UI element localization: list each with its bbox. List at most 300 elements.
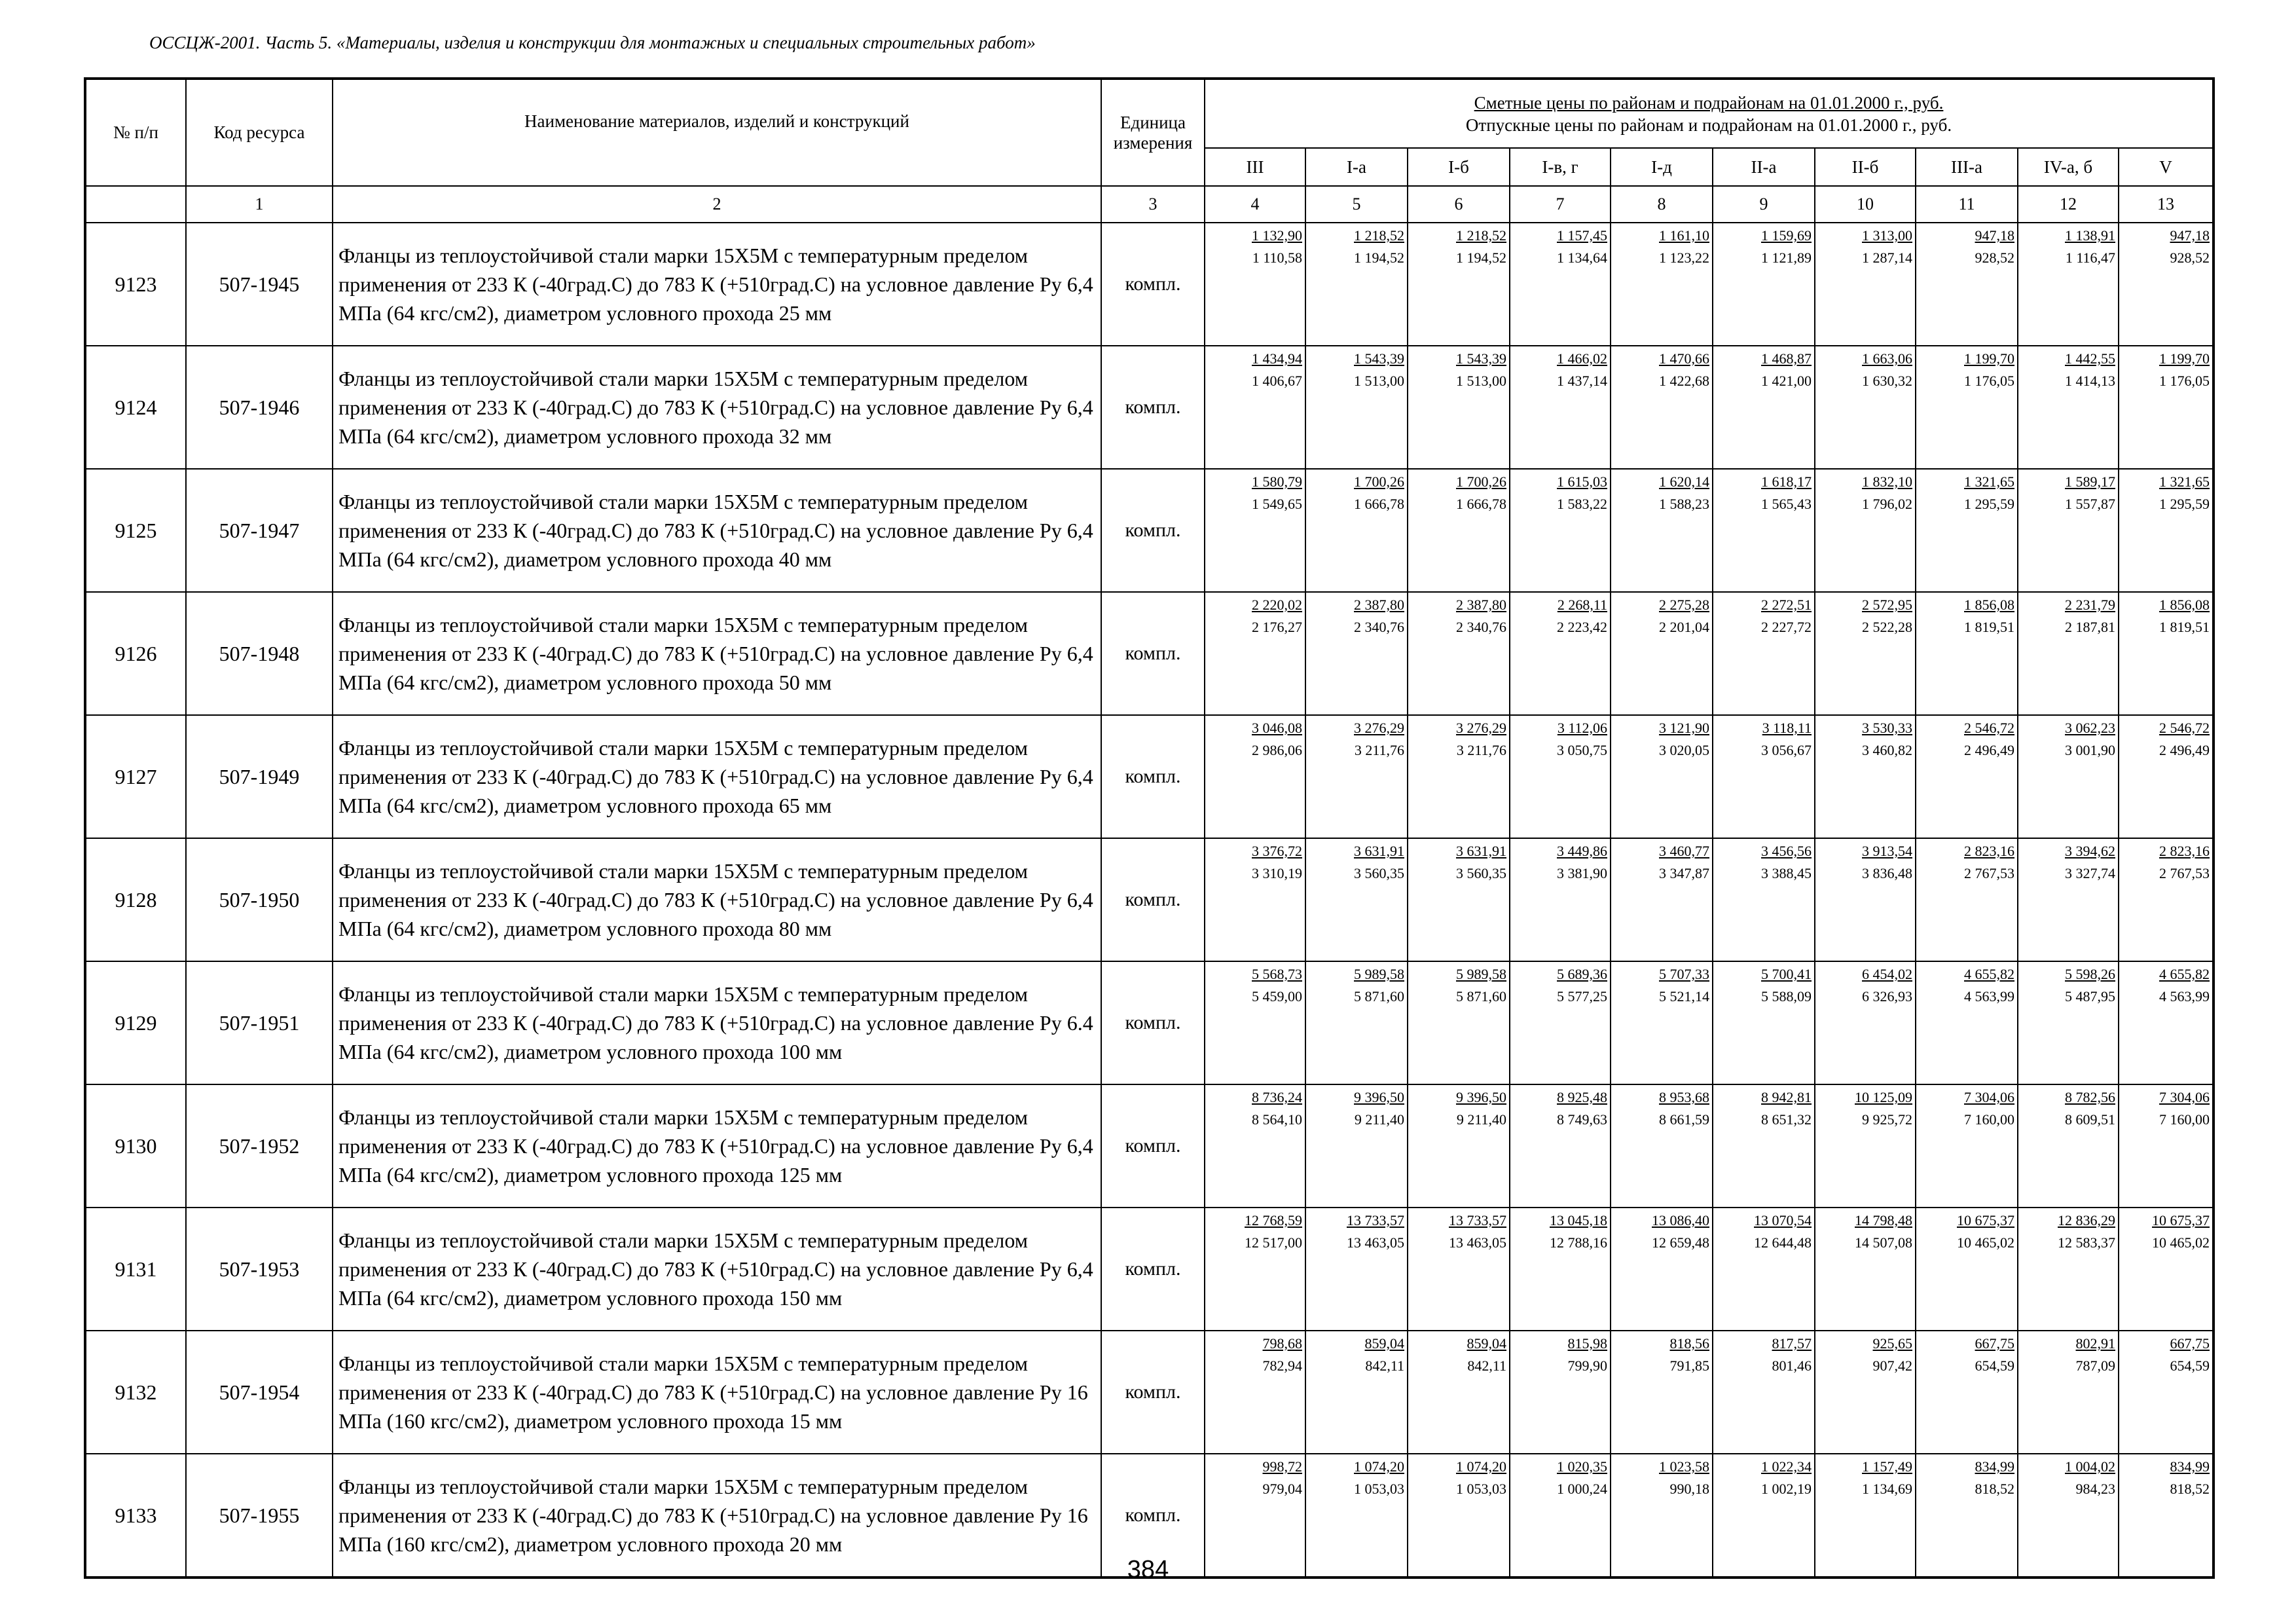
estimated-price: 1 199,70 [1964,350,2014,367]
price-cell [1916,1084,2018,1208]
price-cell [1815,469,1916,592]
price-cell [1916,469,2018,592]
price-cell [1305,838,1408,961]
estimated-price: 1 580,79 [1252,473,1302,490]
release-price: 799,90 [1567,1357,1607,1374]
region-header: III [1205,148,1305,186]
estimated-price: 3 062,23 [2065,720,2115,736]
estimated-price: 4 655,82 [2159,966,2210,982]
estimated-price: 1 543,39 [1354,350,1404,367]
row-number: 9130 [85,1084,186,1208]
column-number: 10 [1815,186,1916,223]
estimated-price: 1 157,45 [1557,227,1607,244]
release-price: 782,94 [1262,1357,1302,1374]
estimated-price: 1 620,14 [1659,473,1709,490]
price-cell [1611,1208,1713,1331]
estimated-price: 1 161,10 [1659,227,1709,244]
price-cell [2018,469,2119,592]
release-price: 1 557,87 [2065,496,2115,512]
price-cell [1916,223,2018,346]
unit-of-measure: компл. [1101,1454,1205,1578]
release-price: 13 463,05 [1347,1234,1404,1251]
estimated-price: 1 199,70 [2159,350,2210,367]
release-price: 1 588,23 [1659,496,1709,512]
estimated-price: 1 004,02 [2065,1458,2115,1475]
release-price: 5 521,14 [1659,988,1709,1005]
release-price: 5 871,60 [1354,988,1404,1005]
price-cell [2119,715,2214,838]
region-header: I-д [1611,148,1713,186]
release-price: 1 565,43 [1761,496,1812,512]
estimated-price: 9 396,50 [1456,1089,1506,1105]
estimated-price: 8 942,81 [1761,1089,1812,1105]
estimated-price: 7 304,06 [1964,1089,2014,1105]
release-price: 9 211,40 [1456,1111,1506,1128]
estimated-price: 1 700,26 [1456,473,1506,490]
price-cell [2119,1208,2214,1331]
table-row [85,715,2214,838]
estimated-price: 14 798,48 [1855,1212,1912,1228]
release-price: 842,11 [1467,1357,1506,1374]
resource-code: 507-1946 [186,346,333,469]
price-cell [1713,1208,1815,1331]
release-price: 3 327,74 [2065,865,2115,881]
release-price: 10 465,02 [1957,1234,2014,1251]
release-price: 1 513,00 [1354,373,1404,389]
price-cell [1205,715,1305,838]
price-cell [1305,715,1408,838]
column-number: 11 [1916,186,2018,223]
price-cell [1713,1331,1815,1454]
release-price: 1 287,14 [1862,249,1912,266]
price-cell [1713,1084,1815,1208]
price-cell [1305,961,1408,1084]
estimated-price: 1 589,17 [2065,473,2115,490]
resource-code: 507-1955 [186,1454,333,1578]
column-number: 3 [1101,186,1205,223]
estimated-price: 1 856,08 [1964,597,2014,613]
region-header: V [2119,148,2214,186]
estimated-price: 5 989,58 [1456,966,1506,982]
resource-code: 507-1951 [186,961,333,1084]
release-price: 2 187,81 [2065,619,2115,635]
price-cell [1205,1208,1305,1331]
estimated-price: 7 304,06 [2159,1089,2210,1105]
estimated-price: 3 118,11 [1762,720,1812,736]
resource-code: 507-1952 [186,1084,333,1208]
estimated-price: 5 700,41 [1761,966,1812,982]
price-cell [1510,469,1611,592]
release-price: 3 460,82 [1862,742,1912,758]
row-number: 9128 [85,838,186,961]
resource-code: 507-1947 [186,469,333,592]
release-price: 1 176,05 [1964,373,2014,389]
price-cell [2119,961,2214,1084]
price-cell [1305,346,1408,469]
release-price: 3 560,35 [1456,865,1506,881]
release-price: 2 227,72 [1761,619,1812,635]
column-number-row [85,186,2214,223]
estimated-price: 834,99 [1975,1458,2014,1475]
material-name: Фланцы из теплоустойчивой стали марки 15Х5М с температурным пределом применения от 233 К (-40град.С) до 783 К (+510град.С) на условное давление Ру 6,4 МПа (64 кгс/см2), диаметром условного прохода 32 мм [333,346,1101,469]
price-cell [2018,592,2119,715]
release-price: 928,52 [2170,249,2210,266]
estimated-price: 13 070,54 [1754,1212,1812,1228]
release-price: 818,52 [1975,1481,2014,1497]
estimated-price: 2 275,28 [1659,597,1709,613]
price-cell [1611,223,1713,346]
estimated-price: 1 466,02 [1557,350,1607,367]
price-cell [1205,1084,1305,1208]
estimated-price: 9 396,50 [1354,1089,1404,1105]
release-price: 1 194,52 [1354,249,1404,266]
price-cell [1916,838,2018,961]
estimated-price: 2 572,95 [1862,597,1912,613]
release-price: 1 194,52 [1456,249,1506,266]
estimated-price: 5 989,58 [1354,966,1404,982]
estimated-price: 2 231,79 [2065,597,2115,613]
release-price: 1 513,00 [1456,373,1506,389]
prices-header-release: Отпускные цены по районам и подрайонам на 01.01.2000 г., руб. [1465,115,1952,135]
column-number: 12 [2018,186,2119,223]
price-cell [1815,346,1916,469]
price-cell [1510,1331,1611,1454]
release-price: 3 020,05 [1659,742,1709,758]
release-price: 1 134,69 [1862,1481,1912,1497]
estimated-price: 3 376,72 [1252,843,1302,859]
release-price: 5 577,25 [1557,988,1607,1005]
estimated-price: 13 045,18 [1550,1212,1607,1228]
estimated-price: 3 631,91 [1354,843,1404,859]
price-cell [1611,838,1713,961]
price-cell [1713,469,1815,592]
release-price: 654,59 [2170,1357,2210,1374]
price-cell [1611,715,1713,838]
estimated-price: 2 387,80 [1354,597,1404,613]
material-name: Фланцы из теплоустойчивой стали марки 15Х5М с температурным пределом применения от 233 К (-40град.С) до 783 К (+510град.С) на условное давление Ру 6,4 МПа (64 кгс/см2), диаметром условного прохода 40 мм [333,469,1101,592]
price-cell [1408,592,1510,715]
release-price: 3 560,35 [1354,865,1404,881]
column-number: 1 [186,186,333,223]
estimated-price: 1 615,03 [1557,473,1607,490]
estimated-price: 1 832,10 [1862,473,1912,490]
estimated-price: 1 700,26 [1354,473,1404,490]
col-header-unit: Единица измерения [1101,79,1205,186]
price-cell [1408,346,1510,469]
price-cell [1305,469,1408,592]
estimated-price: 925,65 [1872,1335,1912,1352]
release-price: 1 000,24 [1557,1481,1607,1497]
region-header: III-а [1916,148,2018,186]
release-price: 1 295,59 [1964,496,2014,512]
material-name: Фланцы из теплоустойчивой стали марки 15Х5М с температурным пределом применения от 233 К (-40град.С) до 783 К (+510град.С) на условное давление Ру 6,4 МПа (64 кгс/см2), диаметром условного прохода 150 мм [333,1208,1101,1331]
release-price: 12 583,37 [2058,1234,2115,1251]
price-cell [1510,346,1611,469]
release-price: 1 116,47 [2065,249,2115,266]
estimated-price: 1 023,58 [1659,1458,1709,1475]
row-number: 9132 [85,1331,186,1454]
estimated-price: 1 468,87 [1761,350,1812,367]
release-price: 1 666,78 [1354,496,1404,512]
release-price: 5 459,00 [1252,988,1302,1005]
release-price: 7 160,00 [2159,1111,2210,1128]
estimated-price: 1 020,35 [1557,1458,1607,1475]
price-cell [1408,1208,1510,1331]
release-price: 7 160,00 [1964,1111,2014,1128]
release-price: 1 110,58 [1252,249,1302,266]
release-price: 1 421,00 [1761,373,1812,389]
release-price: 3 050,75 [1557,742,1607,758]
price-cell [1713,592,1815,715]
release-price: 8 609,51 [2065,1111,2115,1128]
region-header: II-б [1815,148,1916,186]
release-price: 979,04 [1262,1481,1302,1497]
region-header: IV-а, б [2018,148,2119,186]
price-cell [1815,838,1916,961]
release-price: 3 211,76 [1354,742,1404,758]
estimated-price: 10 125,09 [1855,1089,1912,1105]
price-cell [1510,1084,1611,1208]
release-price: 3 211,76 [1456,742,1506,758]
price-cell [1408,838,1510,961]
release-price: 1 796,02 [1862,496,1912,512]
estimated-price: 1 022,34 [1761,1458,1812,1475]
estimated-price: 815,98 [1567,1335,1607,1352]
estimated-price: 5 707,33 [1659,966,1709,982]
estimated-price: 998,72 [1262,1458,1302,1475]
estimated-price: 859,04 [1467,1335,1506,1352]
release-price: 1 134,64 [1557,249,1607,266]
price-cell [2018,715,2119,838]
price-cell [2119,223,2214,346]
price-cell [2018,1208,2119,1331]
estimated-price: 2 823,16 [1964,843,2014,859]
release-price: 907,42 [1872,1357,1912,1374]
estimated-price: 10 675,37 [2152,1212,2210,1228]
estimated-price: 3 276,29 [1456,720,1506,736]
price-cell [2018,1084,2119,1208]
estimated-price: 1 321,65 [2159,473,2210,490]
col-header-code: Код ресурса [186,79,333,186]
price-cell [1713,346,1815,469]
row-number: 9127 [85,715,186,838]
release-price: 3 347,87 [1659,865,1709,881]
estimated-price: 2 272,51 [1761,597,1812,613]
column-number: 13 [2119,186,2214,223]
release-price: 12 659,48 [1652,1234,1709,1251]
estimated-price: 5 689,36 [1557,966,1607,982]
release-price: 928,52 [1975,249,2014,266]
release-price: 818,52 [2170,1481,2210,1497]
estimated-price: 2 823,16 [2159,843,2210,859]
release-price: 842,11 [1365,1357,1404,1374]
release-price: 2 522,28 [1862,619,1912,635]
release-price: 1 819,51 [1964,619,2014,635]
release-price: 2 767,53 [2159,865,2210,881]
release-price: 791,85 [1669,1357,1709,1374]
price-cell [2018,1331,2119,1454]
estimated-price: 3 460,77 [1659,843,1709,859]
column-number: 8 [1611,186,1713,223]
price-cell [1611,469,1713,592]
row-number: 9131 [85,1208,186,1331]
material-name: Фланцы из теплоустойчивой стали марки 15Х5М с температурным пределом применения от 233 К (-40град.С) до 783 К (+510град.С) на условное давление Ру 6.4 МПа (64 кгс/см2), диаметром условного прохода 100 мм [333,961,1101,1084]
release-price: 1 437,14 [1557,373,1607,389]
estimated-price: 1 663,06 [1862,350,1912,367]
estimated-price: 3 121,90 [1659,720,1709,736]
table-row [85,223,2214,346]
price-cell [1713,715,1815,838]
estimated-price: 1 074,20 [1456,1458,1506,1475]
release-price: 2 986,06 [1252,742,1302,758]
release-price: 3 836,48 [1862,865,1912,881]
price-cell [1510,592,1611,715]
release-price: 1 053,03 [1456,1481,1506,1497]
material-name: Фланцы из теплоустойчивой стали марки 15Х5М с температурным пределом применения от 233 К (-40град.С) до 783 К (+510град.С) на условное давление Ру 6,4 МПа (64 кгс/см2), диаметром условного прохода 65 мм [333,715,1101,838]
release-price: 2 340,76 [1456,619,1506,635]
price-cell [1815,715,1916,838]
region-header: I-а [1305,148,1408,186]
price-cell [1815,961,1916,1084]
estimated-price: 947,18 [1975,227,2014,244]
price-cell [1205,223,1305,346]
estimated-price: 8 953,68 [1659,1089,1709,1105]
price-cell [1305,1331,1408,1454]
estimated-price: 3 276,29 [1354,720,1404,736]
release-price: 1 053,03 [1354,1481,1404,1497]
price-cell [1205,346,1305,469]
release-price: 1 295,59 [2159,496,2210,512]
release-price: 787,09 [2075,1357,2115,1374]
material-name: Фланцы из теплоустойчивой стали марки 15Х5М с температурным пределом применения от 233 К (-40град.С) до 783 К (+510град.С) на условное давление Ру 6,4 МПа (64 кгс/см2), диаметром условного прохода 125 мм [333,1084,1101,1208]
col-header-prices [1205,79,2214,148]
release-price: 1 123,22 [1659,249,1709,266]
estimated-price: 667,75 [1975,1335,2014,1352]
estimated-price: 13 733,57 [1347,1212,1404,1228]
release-price: 14 507,08 [1855,1234,1912,1251]
column-number [85,186,186,223]
region-header: I-б [1408,148,1510,186]
table-body [85,223,2214,1578]
column-number: 9 [1713,186,1815,223]
price-cell [1611,961,1713,1084]
price-cell [1205,838,1305,961]
unit-of-measure: компл. [1101,223,1205,346]
price-cell [1815,1208,1916,1331]
estimated-price: 12 836,29 [2058,1212,2115,1228]
price-cell [1205,469,1305,592]
release-price: 1 406,67 [1252,373,1302,389]
column-number: 5 [1305,186,1408,223]
price-cell [1611,592,1713,715]
release-price: 9 925,72 [1862,1111,1912,1128]
region-header: I-в, г [1510,148,1611,186]
release-price: 4 563,99 [1964,988,2014,1005]
estimated-price: 947,18 [2170,227,2210,244]
table-row [85,1331,2214,1454]
estimated-price: 2 268,11 [1557,597,1607,613]
table-row [85,592,2214,715]
material-name: Фланцы из теплоустойчивой стали марки 15Х5М с температурным пределом применения от 233 К (-40град.С) до 783 К (+510град.С) на условное давление Ру 6,4 МПа (64 кгс/см2), диаметром условного прохода 80 мм [333,838,1101,961]
price-cell [1305,1084,1408,1208]
price-cell [1510,961,1611,1084]
estimated-price: 1 132,90 [1252,227,1302,244]
resource-code: 507-1954 [186,1331,333,1454]
estimated-price: 13 733,57 [1449,1212,1506,1228]
price-cell [2119,592,2214,715]
column-number: 6 [1408,186,1510,223]
price-cell [1916,715,2018,838]
release-price: 3 388,45 [1761,865,1812,881]
release-price: 1 819,51 [2159,619,2210,635]
release-price: 4 563,99 [2159,988,2210,1005]
estimated-price: 1 218,52 [1354,227,1404,244]
price-cell [1611,346,1713,469]
column-number: 7 [1510,186,1611,223]
release-price: 1 583,22 [1557,496,1607,512]
resource-code: 507-1950 [186,838,333,961]
estimated-price: 3 913,54 [1862,843,1912,859]
release-price: 984,23 [2075,1481,2115,1497]
release-price: 8 749,63 [1557,1111,1607,1128]
estimated-price: 818,56 [1669,1335,1709,1352]
release-price: 12 644,48 [1754,1234,1812,1251]
estimated-price: 3 394,62 [2065,843,2115,859]
release-price: 12 517,00 [1245,1234,1302,1251]
release-price: 8 651,32 [1761,1111,1812,1128]
price-cell [1916,346,2018,469]
release-price: 990,18 [1669,1481,1709,1497]
price-cell [2119,838,2214,961]
price-cell [1713,838,1815,961]
document-running-header: ОССЦЖ-2001. Часть 5. «Материалы, изделия и конструкции для монтажных и специальных строительных работ» [149,33,1036,52]
estimated-price: 798,68 [1262,1335,1302,1352]
release-price: 2 201,04 [1659,619,1709,635]
release-price: 3 310,19 [1252,865,1302,881]
estimated-price: 2 546,72 [1964,720,2014,736]
table-row [85,469,2214,592]
price-cell [1815,592,1916,715]
prices-header-estimated: Сметные цены по районам и подрайонам на 01.01.2000 г., руб. [1474,92,1944,113]
release-price: 3 381,90 [1557,865,1607,881]
estimated-price: 859,04 [1364,1335,1404,1352]
material-name: Фланцы из теплоустойчивой стали марки 15Х5М с температурным пределом применения от 233 К (-40град.С) до 783 К (+510град.С) на условное давление Ру 6,4 МПа (64 кгс/см2), диаметром условного прохода 25 мм [333,223,1101,346]
estimated-price: 667,75 [2170,1335,2210,1352]
price-cell [1815,223,1916,346]
release-price: 2 767,53 [1964,865,2014,881]
estimated-price: 8 736,24 [1252,1089,1302,1105]
material-name: Фланцы из теплоустойчивой стали марки 15Х5М с температурным пределом применения от 233 К (-40град.С) до 783 К (+510град.С) на условное давление Ру 16 МПа (160 кгс/см2), диаметром условного прохода 15 мм [333,1331,1101,1454]
release-price: 5 487,95 [2065,988,2115,1005]
row-number: 9129 [85,961,186,1084]
estimated-price: 3 456,56 [1761,843,1812,859]
table-row [85,961,2214,1084]
estimated-price: 3 449,86 [1557,843,1607,859]
table-row [85,1208,2214,1331]
price-cell [1815,1084,1916,1208]
estimated-price: 3 631,91 [1456,843,1506,859]
estimated-price: 8 782,56 [2065,1089,2115,1105]
row-number: 9124 [85,346,186,469]
release-price: 2 340,76 [1354,619,1404,635]
price-cell [1510,1208,1611,1331]
resource-code: 507-1945 [186,223,333,346]
estimated-price: 3 046,08 [1252,720,1302,736]
estimated-price: 3 112,06 [1557,720,1607,736]
price-cell [2119,469,2214,592]
estimated-price: 1 618,17 [1761,473,1812,490]
release-price: 1 422,68 [1659,373,1709,389]
